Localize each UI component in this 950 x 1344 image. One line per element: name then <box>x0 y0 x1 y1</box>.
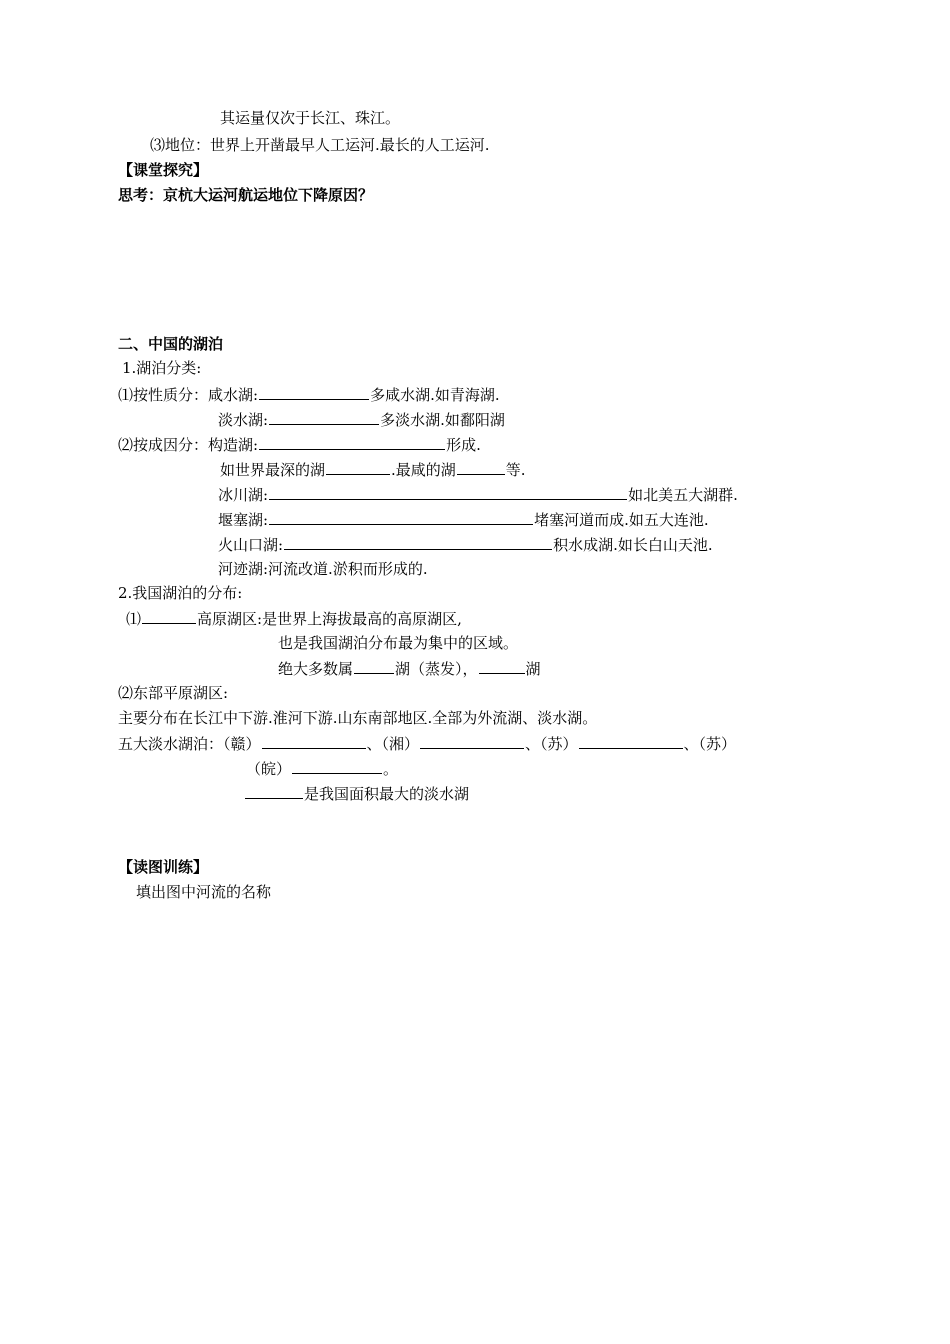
answer-blank[interactable] <box>245 783 303 799</box>
text: 绝大多数属 <box>278 660 354 678</box>
text: 、（湘） <box>366 735 420 753</box>
answer-blank[interactable] <box>292 758 382 774</box>
text: 五大淡水湖泊：（赣） <box>118 735 261 753</box>
text-line <box>118 434 481 454</box>
text-line <box>118 733 736 753</box>
text-line <box>218 409 505 429</box>
text: ⑵按成因分：构造湖: <box>118 436 259 454</box>
text: 堰塞湖: <box>218 511 269 529</box>
answer-blank[interactable] <box>579 733 683 749</box>
answer-blank[interactable] <box>284 534 552 550</box>
text: 多淡水湖.如鄱阳湖 <box>380 411 505 429</box>
text-line <box>220 108 400 128</box>
heading-text: 二、中国的湖泊 <box>118 335 224 353</box>
text: 是我国面积最大的淡水湖 <box>304 785 470 803</box>
text: 形成. <box>446 436 481 454</box>
text: 1.湖泊分类: <box>122 359 202 377</box>
section-heading <box>118 160 208 180</box>
answer-blank[interactable] <box>326 459 390 475</box>
text: 积水成湖.如长白山天池. <box>553 536 713 554</box>
text: ⑶地位：世界上开凿最早人工运河.最长的人工运河. <box>150 136 490 154</box>
text-line <box>218 534 713 554</box>
text: （皖） <box>246 760 292 778</box>
text: 高原湖区:是世界上海拔最高的高原湖区, <box>197 610 462 628</box>
text: 。 <box>383 760 399 778</box>
text-line <box>118 708 597 728</box>
text: 湖 <box>525 660 541 678</box>
text-line <box>218 509 709 529</box>
answer-blank[interactable] <box>457 459 505 475</box>
text-line <box>220 459 526 479</box>
text: ⑴ <box>126 610 142 628</box>
text-line <box>278 633 518 653</box>
section-heading <box>118 334 223 354</box>
text-line <box>244 783 469 803</box>
text: 如世界最深的湖 <box>220 461 326 479</box>
text-line <box>118 583 242 603</box>
text-line <box>136 882 271 902</box>
answer-blank[interactable] <box>259 384 369 400</box>
text-line <box>126 608 462 628</box>
text-line <box>150 135 490 155</box>
text: 如北美五大湖群. <box>628 486 738 504</box>
question-text <box>118 185 373 205</box>
text: 思考：京杭大运河航运地位下降原因？ <box>118 186 374 204</box>
text: 淡水湖: <box>218 411 269 429</box>
answer-blank[interactable] <box>420 733 524 749</box>
answer-blank[interactable] <box>269 484 627 500</box>
heading-text: 【课堂探究】 <box>118 161 209 179</box>
text: 堵塞河道而成.如五大连池. <box>534 511 709 529</box>
text: .最咸的湖 <box>391 461 456 479</box>
text-line <box>218 559 428 579</box>
text: 湖（蒸发）， <box>395 660 478 678</box>
text: 主要分布在长江中下游.淮河下游.山东南部地区.全部为外流湖、淡水湖。 <box>118 709 598 727</box>
text: ⑵东部平原湖区: <box>118 684 229 702</box>
text: 多咸水湖.如青海湖. <box>370 386 500 404</box>
answer-blank[interactable] <box>354 658 394 674</box>
text: 等. <box>505 461 526 479</box>
text: ⑴按性质分：咸水湖: <box>118 386 259 404</box>
text: 火山口湖: <box>218 536 284 554</box>
answer-blank[interactable] <box>269 509 533 525</box>
text: 河迹湖:河流改道.淤积而形成的. <box>218 560 428 578</box>
text-line <box>218 484 738 504</box>
text: 冰川湖: <box>218 486 269 504</box>
section-heading <box>118 857 208 877</box>
text-line <box>246 758 398 778</box>
answer-blank[interactable] <box>142 608 196 624</box>
text: 其运量仅次于长江、珠江。 <box>220 109 401 127</box>
text: 填出图中河流的名称 <box>136 883 272 901</box>
text-line <box>118 384 500 404</box>
answer-blank[interactable] <box>479 658 525 674</box>
text-line <box>118 683 228 703</box>
answer-blank[interactable] <box>259 434 445 450</box>
answer-blank[interactable] <box>269 409 379 425</box>
text: 也是我国湖泊分布最为集中的区域。 <box>278 634 519 652</box>
text: 、（苏） <box>683 735 737 753</box>
text: 、（苏） <box>525 735 578 753</box>
text: 2.我国湖泊的分布: <box>118 584 243 602</box>
heading-text: 【读图训练】 <box>118 858 209 876</box>
text-line <box>122 358 201 378</box>
answer-blank[interactable] <box>262 733 366 749</box>
text-line <box>278 658 541 678</box>
